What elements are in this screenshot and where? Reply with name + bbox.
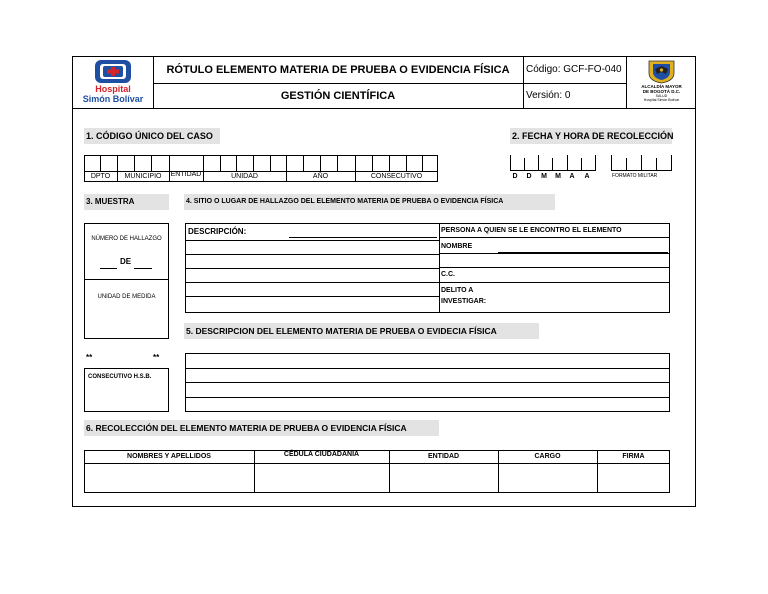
section5-title: 5. DESCRIPCION DEL ELEMENTO MATERIA DE PRUEBA O EVIDECIA FÍSICA (184, 323, 539, 339)
col-firma: FIRMA (622, 453, 645, 460)
de-label: DE (120, 257, 132, 266)
date-label-d2: D (526, 173, 532, 180)
col-nombres: NOMBRES Y APELLIDOS (127, 453, 211, 460)
consecutivo-hsb-label: CONSECUTIVO H.S.B. (88, 374, 152, 380)
label-dpto: DPTO (90, 173, 111, 180)
alcaldia-line4: Hospital Simón Bolívar (643, 98, 680, 102)
numero-hallazgo-label: NÚMERO DE HALLAZGO (91, 236, 162, 242)
stars-right: ** (153, 353, 160, 362)
section3-title: 3. MUESTRA (84, 194, 169, 210)
col-cargo: CARGO (534, 453, 561, 460)
label-entidad: ENTIDAD (170, 171, 202, 178)
descripcion-elemento-table[interactable] (185, 353, 670, 412)
alcaldia-logo (627, 57, 696, 107)
persona-label: PERSONA A QUIEN SE LE ENCONTRO EL ELEMENTO (441, 227, 622, 234)
section2-title: 2. FECHA Y HORA DE RECOLECCIÓN (510, 128, 672, 144)
case-code-boxes[interactable] (84, 155, 438, 182)
section6-title: 6. RECOLECCIÓN DEL ELEMENTO MATERIA DE PRUEBA O EVIDENCIA FÍSICA (84, 420, 439, 436)
unidad-medida-divider (84, 279, 169, 280)
cc-label: C.C. (441, 271, 455, 278)
hospital-logo (74, 58, 152, 106)
sitio-hallazgo-table[interactable] (185, 223, 670, 313)
hallazgo-line-right (134, 268, 152, 269)
date-label-d1: D (512, 173, 518, 180)
form-version: Versión: 0 (526, 90, 571, 101)
form-code: Código: GCF-FO-040 (526, 64, 622, 75)
time-boxes[interactable] (611, 155, 671, 171)
section4-title: 4. SITIO O LUGAR DE HALLAZGO DEL ELEMENTO MATERIA DE PRUEBA O EVIDENCIA FÍSICA (184, 194, 555, 210)
col-cedula: CÉDULA CIUDADANIA (283, 451, 360, 458)
date-label-a1: A (569, 173, 575, 180)
label-ano: AÑO (312, 173, 329, 180)
alcaldia-line1: ALCALDÍA MAYOR (641, 84, 682, 89)
stars-left: ** (86, 353, 93, 362)
hospital-logo-icon (74, 58, 152, 86)
hallazgo-line-left (100, 268, 117, 269)
label-unidad: UNIDAD (231, 173, 258, 180)
time-format-label: FORMATO MILITAR (612, 173, 658, 179)
unidad-medida-label: UNIDAD DE MEDIDA (97, 294, 156, 300)
label-municipio: MUNICIPIO (124, 173, 162, 180)
label-consecutivo: CONSECUTIVO (370, 173, 423, 180)
date-boxes[interactable] (510, 155, 606, 171)
date-label-a2: A (584, 173, 590, 180)
nombre-label: NOMBRE (441, 243, 473, 250)
hospital-name-line2: Simón Bolívar (82, 94, 144, 104)
form-title: RÓTULO ELEMENTO MATERIA DE PRUEBA O EVIDENCIA FÍSICA (166, 64, 510, 76)
delito-label-line1: DELITO A (441, 287, 474, 294)
delito-label-line2: INVESTIGAR: (441, 298, 487, 305)
form-subtitle: GESTIÓN CIENTÍFICA (280, 90, 396, 102)
date-label-m1: M (541, 173, 547, 180)
alcaldia-line2: DE BOGOTÁ D.C. (642, 89, 681, 94)
bogota-seal-icon (627, 58, 696, 84)
hospital-name-line1: Hospital (95, 84, 131, 94)
descripcion-label: DESCRIPCIÓN: (188, 227, 247, 236)
col-entidad: ENTIDAD (427, 453, 460, 460)
date-label-m2: M (555, 173, 561, 180)
alcaldia-line3: SALUD (655, 94, 668, 98)
section1-title: 1. CÓDIGO ÚNICO DEL CASO (84, 128, 220, 144)
